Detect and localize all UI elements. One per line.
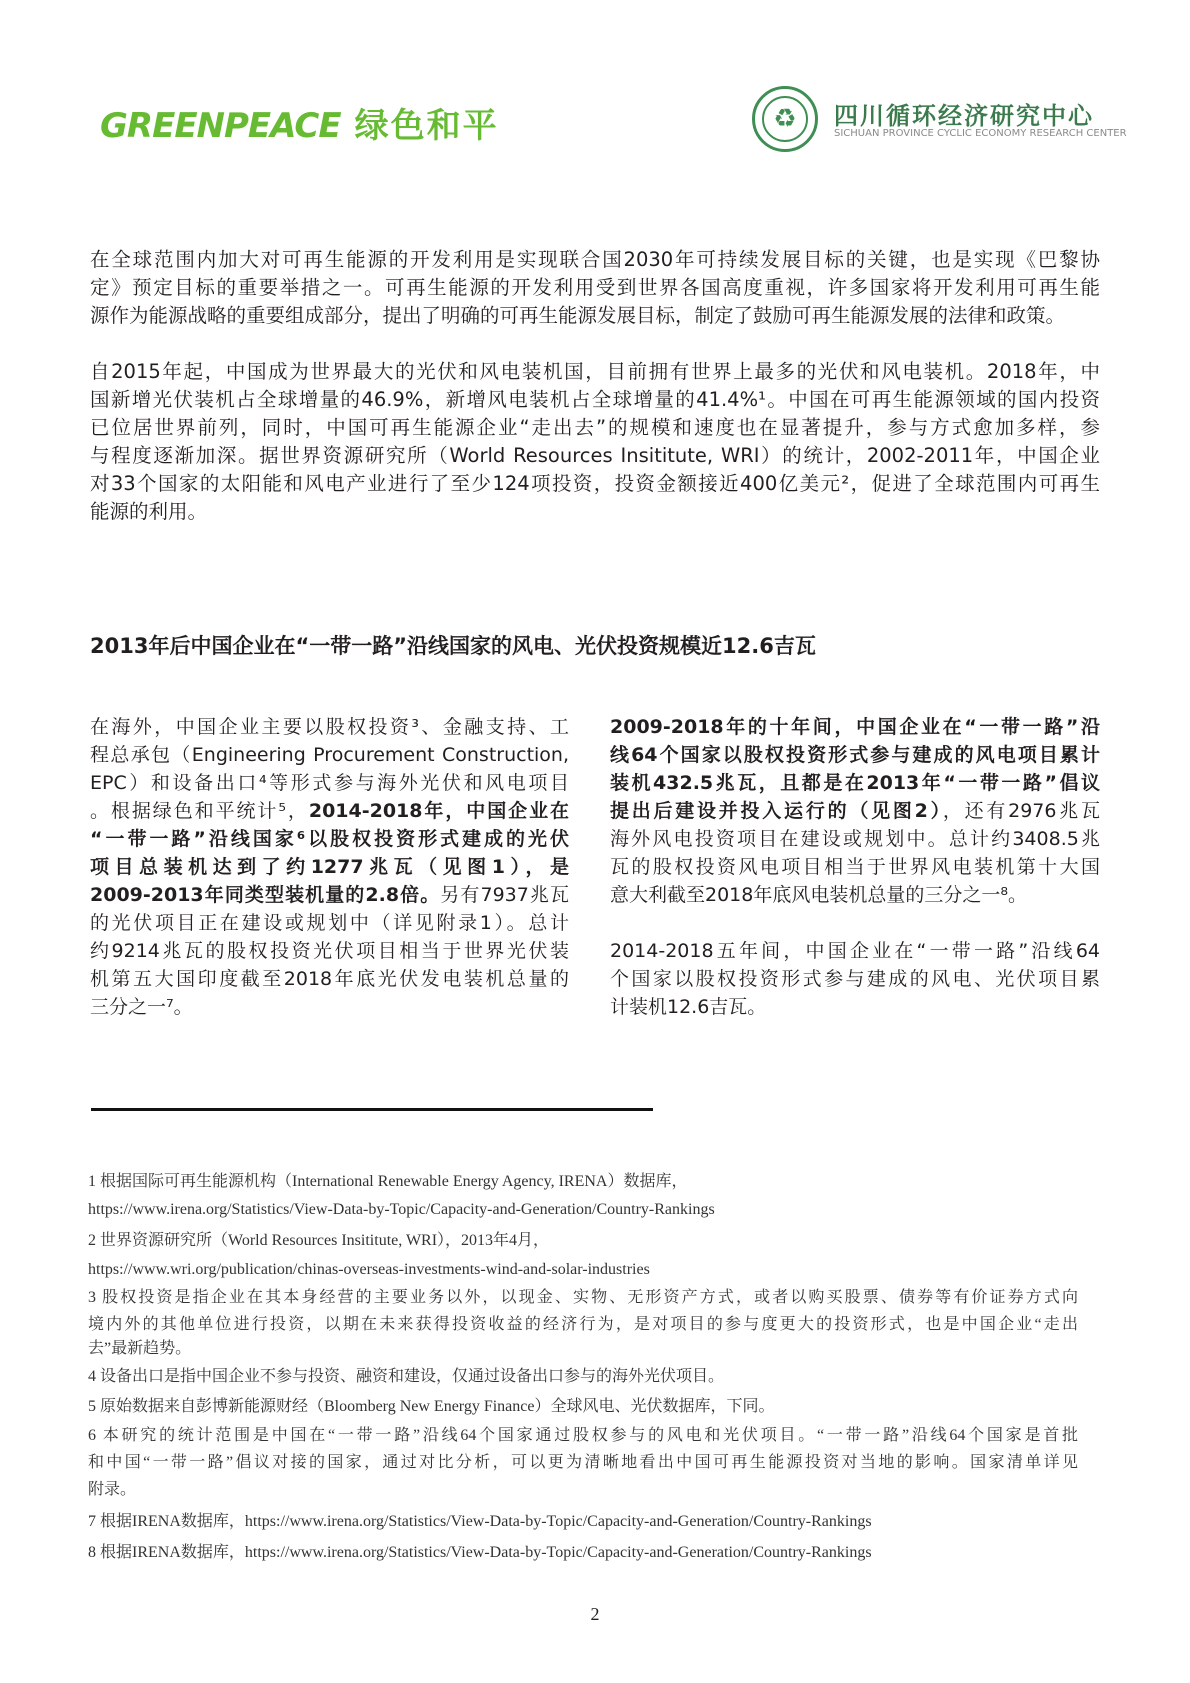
text-line bbox=[610, 881, 1100, 909]
text-line bbox=[610, 825, 1100, 853]
greenpeace-logo-cn: 绿色和平 bbox=[354, 106, 499, 146]
text-line bbox=[610, 993, 1100, 1021]
text-segment: 在海外，中国企业主要以股权投资³、金融支持、工 bbox=[90, 716, 569, 738]
text-segment: 海外风电投资项目在建设或规划中。总计约3408.5兆 bbox=[610, 828, 1100, 850]
research-center-title: 四川循环经济研究中心 bbox=[834, 102, 1094, 130]
section-heading: 2013年后中国企业在“一带一路”沿线国家的风电、光伏投资规模近12.6吉瓦 bbox=[90, 634, 816, 658]
text-segment: ，还有2976兆瓦 bbox=[942, 800, 1100, 822]
text-segment: 意大利截至2018年底风电装机总量的三分之一⁸。 bbox=[610, 884, 1027, 906]
text-segment: 2014-2018五年间，中国企业在“一带一路”沿线64 bbox=[610, 940, 1100, 962]
research-center-emblem-icon: ♻ bbox=[752, 86, 818, 152]
bold-text-segment: 2014-2018年，中国企业在 bbox=[308, 800, 569, 822]
research-center-subtitle: SICHUAN PROVINCE CYCLIC ECONOMY RESEARCH CENTER bbox=[834, 128, 1127, 139]
text-line: 国新增光伏装机占全球增量的46.9%，新增风电装机占全球增量的41.4%¹。中国在可再生能源领域的国内投资 bbox=[90, 388, 1100, 411]
text-line: 能源的利用。 bbox=[90, 500, 208, 523]
text-line: 已位居世界前列，同时，中国可再生能源企业“走出去”的规模和速度也在显著提升，参与方式愈加多样，参 bbox=[90, 416, 1100, 439]
intro-paragraph-1 bbox=[90, 246, 1100, 330]
text-segment: 约9214兆瓦的股权投资光伏项目相当于世界光伏装 bbox=[90, 940, 569, 962]
footnote-line: 去”最新趋势。 bbox=[88, 1340, 192, 1357]
greenpeace-logo-text: GREENPEACE bbox=[100, 106, 341, 146]
text-line: 自2015年起，中国成为世界最大的光伏和风电装机国，目前拥有世界上最多的光伏和风电装机。2018年，中 bbox=[90, 360, 1100, 383]
text-segment: 个国家以股权投资形式参与建成的风电、光伏项目累 bbox=[610, 968, 1100, 990]
text-segment: 。根据绿色和平统计⁵， bbox=[90, 800, 309, 822]
footnote-line: 6 本研究的统计范围是中国在“一带一路”沿线64个国家通过股权参与的风电和光伏项目。“一带一路”沿线64个国家是首批 bbox=[88, 1427, 1078, 1444]
footnote-line: 2 世界资源研究所（World Resources Insititute, WRI），2013年4月， bbox=[88, 1232, 550, 1249]
greenpeace-logo bbox=[100, 98, 499, 147]
footnote-line[interactable]: https://www.irena.org/Statistics/View-Data-by-Topic/Capacity-and-Generation/Country-Rankings bbox=[88, 1201, 715, 1218]
text-line bbox=[90, 909, 569, 937]
footnote-line: 境内外的其他单位进行投资，以期在未来获得投资收益的经济行为，是对项目的参与度更大的投资形式，也是中国企业“走出 bbox=[88, 1316, 1078, 1333]
bold-text-segment: 项目总装机达到了约1277兆瓦（见图1），是 bbox=[90, 856, 569, 878]
text-line bbox=[90, 965, 569, 993]
text-line bbox=[90, 797, 569, 825]
footnote-line: 4 设备出口是指中国企业不参与投资、融资和建设，仅通过设备出口参与的海外光伏项目。 bbox=[88, 1368, 725, 1385]
bold-text-segment: 2009-2018年的十年间，中国企业在“一带一路”沿 bbox=[610, 716, 1100, 738]
text-segment: 三分之一⁷。 bbox=[90, 996, 193, 1018]
text-line bbox=[90, 741, 569, 769]
right-column-paragraph-2 bbox=[610, 937, 1100, 1021]
text-segment: 瓦的股权投资风电项目相当于世界风电装机第十大国 bbox=[610, 856, 1100, 878]
text-line: 源作为能源战略的重要组成部分，提出了明确的可再生能源发展目标，制定了鼓励可再生能源发展的法律和政策。 bbox=[90, 304, 1066, 327]
text-line bbox=[90, 993, 569, 1021]
text-line bbox=[610, 741, 1100, 769]
text-segment: 计装机12.6吉瓦。 bbox=[610, 996, 767, 1018]
footnote-line: 附录。 bbox=[88, 1481, 137, 1498]
text-line: 对33个国家的太阳能和风电产业进行了至少124项投资，投资金额接近400亿美元²，促进了全球范围内可再生 bbox=[90, 472, 1100, 495]
text-line bbox=[90, 881, 569, 909]
footnote-line: 7 根据IRENA数据库，https://www.irena.org/Statistics/View-Data-by-Topic/Capacity-and-Generation/Country-Rankings bbox=[88, 1513, 872, 1530]
left-column-paragraph bbox=[90, 713, 569, 1021]
text-line: 定》预定目标的重要举措之一。可再生能源的开发利用受到世界各国高度重视，许多国家将开发利用可再生能 bbox=[90, 276, 1100, 299]
footnote-line: 3 股权投资是指企业在其本身经营的主要业务以外，以现金、实物、无形资产方式，或者以购买股票、债券等有价证券方式向 bbox=[88, 1289, 1078, 1306]
text-line bbox=[610, 797, 1100, 825]
bold-text-segment: 2009-2013年同类型装机量的2.8倍。 bbox=[90, 884, 441, 906]
text-line bbox=[610, 713, 1100, 741]
text-segment: 程总承包（Engineering Procurement Construction, bbox=[90, 744, 569, 766]
text-line bbox=[90, 713, 569, 741]
bold-text-segment: “一带一路”沿线国家⁶以股权投资形式建成的光伏 bbox=[90, 828, 569, 850]
text-line: 与程度逐渐加深。据世界资源研究所（World Resources Insititute, WRI）的统计，2002-2011年，中国企业 bbox=[90, 444, 1100, 467]
text-segment: EPC）和设备出口⁴等形式参与海外光伏和风电项目 bbox=[90, 772, 569, 794]
text-segment: 机第五大国印度截至2018年底光伏发电装机总量的 bbox=[90, 968, 569, 990]
footnote-line: 和中国“一带一路”倡议对接的国家，通过对比分析，可以更为清晰地看出中国可再生能源投资对当地的影响。国家清单详见 bbox=[88, 1454, 1078, 1471]
page-number: 2 bbox=[590, 1604, 600, 1624]
text-line bbox=[90, 825, 569, 853]
text-line bbox=[610, 769, 1100, 797]
text-segment: 的光伏项目正在建设或规划中（详见附录1）。总计 bbox=[90, 912, 569, 934]
bold-text-segment: 线64个国家以股权投资形式参与建成的风电项目累计 bbox=[610, 744, 1100, 766]
footnote-divider bbox=[91, 1108, 653, 1111]
text-line bbox=[90, 853, 569, 881]
footnote-line: 5 原始数据来自彭博新能源财经（Bloomberg New Energy Finance）全球风电、光伏数据库，下同。 bbox=[88, 1398, 775, 1415]
text-line bbox=[90, 937, 569, 965]
text-line bbox=[610, 965, 1100, 993]
text-segment: 另有7937兆瓦 bbox=[440, 884, 569, 906]
text-line bbox=[90, 769, 569, 797]
bold-text-segment: 提出后建设并投入运行的（见图2） bbox=[610, 800, 943, 822]
footnote-line: 8 根据IRENA数据库，https://www.irena.org/Statistics/View-Data-by-Topic/Capacity-and-Generation/Country-Rankings bbox=[88, 1544, 872, 1561]
intro-paragraph-2 bbox=[90, 358, 1100, 526]
text-line: 在全球范围内加大对可再生能源的开发利用是实现联合国2030年可持续发展目标的关键，也是实现《巴黎协 bbox=[90, 248, 1100, 271]
footnote-line[interactable]: https://www.wri.org/publication/chinas-overseas-investments-wind-and-solar-industries bbox=[88, 1261, 650, 1278]
text-line bbox=[610, 937, 1100, 965]
footnote-line: 1 根据国际可再生能源机构（International Renewable Energy Agency, IRENA）数据库， bbox=[88, 1173, 688, 1190]
right-column-paragraph-1 bbox=[610, 713, 1100, 909]
text-line bbox=[610, 853, 1100, 881]
bold-text-segment: 装机432.5兆瓦，且都是在2013年“一带一路”倡议 bbox=[610, 772, 1100, 794]
